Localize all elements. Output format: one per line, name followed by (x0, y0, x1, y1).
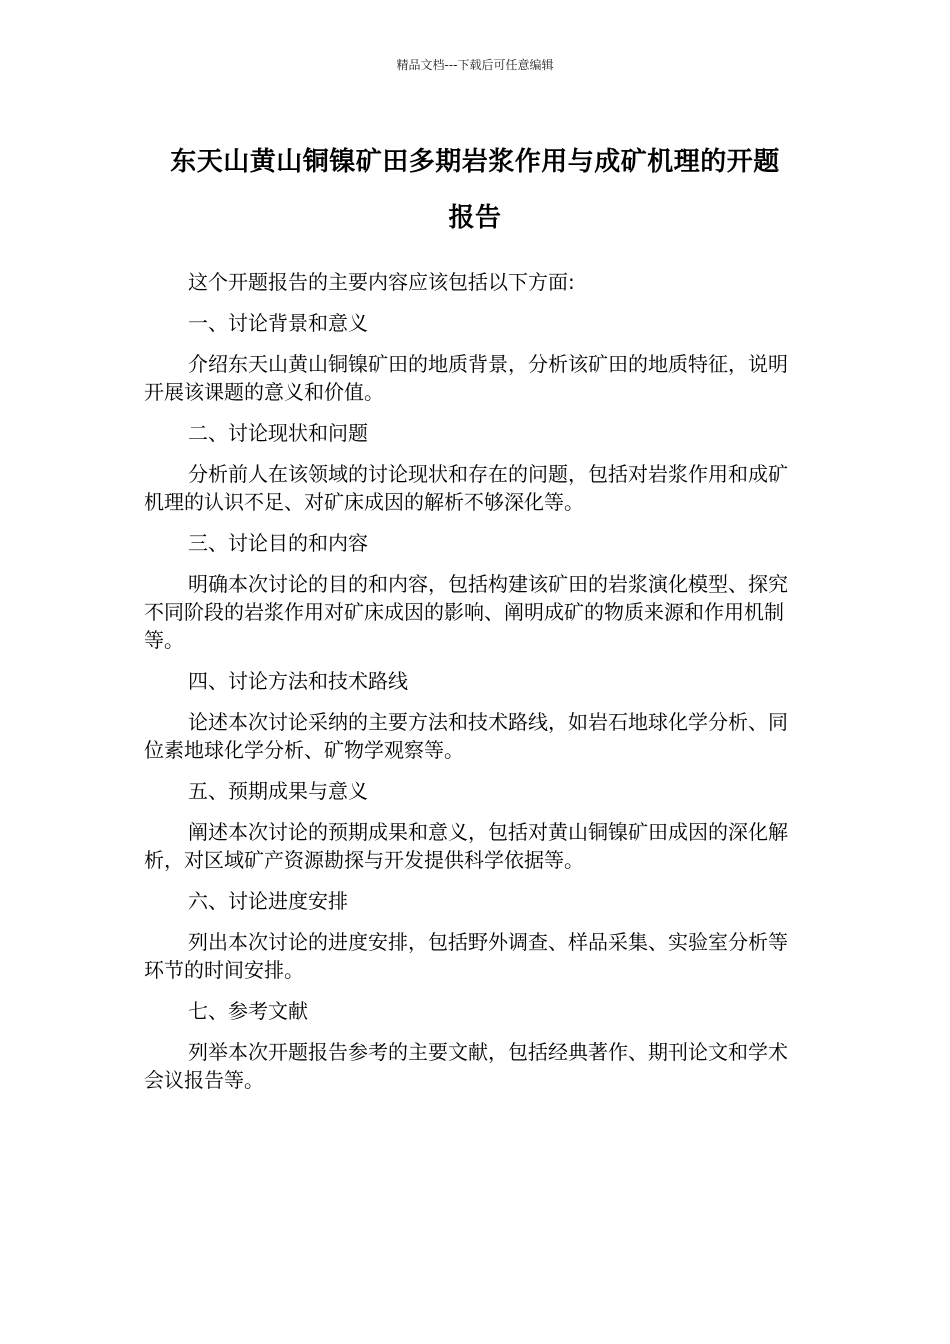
document-body (144, 268, 794, 1107)
section-heading: 三、讨论目的和内容 (188, 531, 368, 555)
section-heading: 七、参考文献 (188, 999, 308, 1023)
section-paragraph: 分析前人在该领域的讨论现状和存在的问题，包括对岩浆作用和成矿机理的认识不足、对矿床成因的解析不够深化等。 (144, 462, 788, 514)
section-heading: 六、讨论进度安排 (188, 889, 348, 913)
section-paragraph: 介绍东天山黄山铜镍矿田的地质背景，分析该矿田的地质特征，说明开展该课题的意义和价值。 (144, 352, 788, 404)
section-paragraph: 列出本次讨论的进度安排，包括野外调查、样品采集、实验室分析等环节的时间安排。 (144, 930, 788, 982)
title-line-2: 报告 (448, 203, 502, 233)
section-heading: 二、讨论现状和问题 (188, 421, 368, 445)
section-paragraph: 列举本次开题报告参考的主要文献，包括经典著作、期刊论文和学术会议报告等。 (144, 1040, 788, 1092)
section-heading: 一、讨论背景和意义 (188, 311, 368, 335)
section-heading: 五、预期成果与意义 (188, 779, 368, 803)
section-heading: 四、讨论方法和技术路线 (188, 669, 408, 693)
section-paragraph: 论述本次讨论采纳的主要方法和技术路线，如岩石地球化学分析、同位素地球化学分析、矿物学观察等。 (144, 710, 788, 762)
document-title (140, 134, 810, 246)
title-line-1: 东天山黄山铜镍矿田多期岩浆作用与成矿机理的开题 (170, 147, 780, 177)
header-note: 精品文档---下载后可任意编辑 (396, 58, 554, 72)
intro-paragraph: 这个开题报告的主要内容应该包括以下方面: (188, 270, 575, 294)
section-paragraph: 明确本次讨论的目的和内容，包括构建该矿田的岩浆演化模型、探究不同阶段的岩浆作用对矿床成因的影响、阐明成矿的物质来源和作用机制等。 (144, 572, 788, 652)
section-paragraph: 阐述本次讨论的预期成果和意义，包括对黄山铜镍矿田成因的深化解析，对区域矿产资源勘探与开发提供科学依据等。 (144, 820, 788, 872)
